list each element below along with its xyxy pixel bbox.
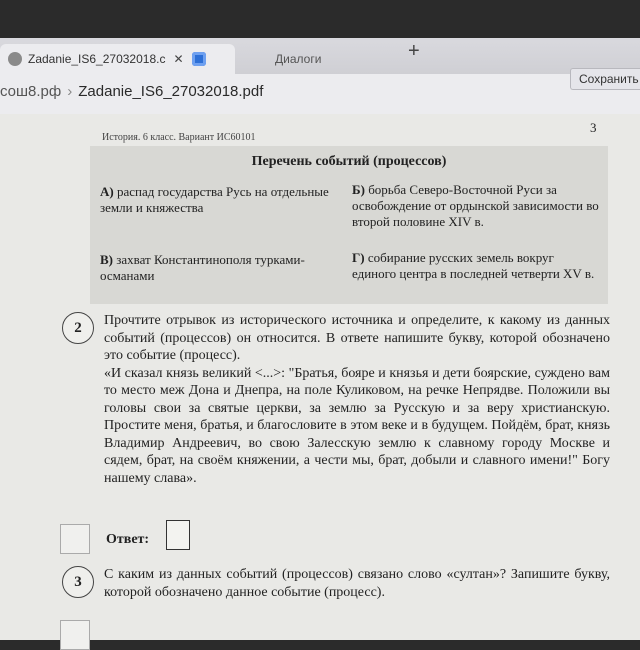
tab-label: Zadanie_IS6_27032018.c (28, 52, 166, 66)
pdf-page (0, 114, 640, 640)
question-2-instruction: Прочтите отрывок из исторического источника и определите, к какому из данных событий (процессов) он относится. В ответе напишите букву, которой обозначено это событие (процесс). (104, 313, 610, 363)
save-button[interactable]: Сохранить (570, 68, 640, 90)
event-text: борьба Северо-Восточной Руси за освобождение от ордынской зависимости во второй половине XIV в. (352, 182, 599, 229)
event-text: собирание русских земель вокруг единого центра в последней четверти XV в. (352, 250, 595, 281)
event-v (100, 252, 340, 284)
question-2-quote: «И сказал князь великий <...>: "Братья, бояре и князья и дети боярские, суждено вам то место меж Дона и Днепра, на поле Куликовом, на речке Непрядве. Положили вы головы свои за святые церкви, за землю за Русскую и за веру христианскую. Простите меня, братья, и благословите в этом веке и в будущем. Пойдём, брат, князь Владимир Андреевич, во свою Залесскую землю к славному городу Москве и сядем, брат, на своём княжении, а чести мы, брат, добыли и славного имени!" Богу нашему слава». (104, 365, 610, 486)
event-key: В) (100, 252, 113, 267)
question-2-text (104, 312, 610, 487)
new-tab-button[interactable]: + (408, 40, 420, 62)
events-title: Перечень событий (процессов) (251, 154, 447, 169)
answer-label: Ответ: (106, 532, 150, 547)
tab-dialogs[interactable] (245, 44, 395, 74)
url-host: сош8.рф (0, 83, 62, 100)
event-a (100, 184, 330, 216)
question-3-text: С каким из данных событий (процессов) связано слово «султан»? Запишите букву, которой обозначено данное событие (процесс). (104, 567, 610, 600)
url-text (0, 83, 263, 100)
score-box (60, 620, 90, 650)
page-subheader: История. 6 класс. Вариант ИС60101 (102, 132, 256, 143)
event-key: Б) (352, 182, 365, 197)
globe-icon (8, 52, 22, 66)
event-g (352, 250, 600, 282)
address-bar[interactable] (0, 74, 640, 115)
event-key: А) (100, 184, 114, 199)
events-list-box (90, 146, 608, 304)
url-file: Zadanie_IS6_27032018.pdf (78, 83, 264, 100)
event-text: распад государства Русь на отдельные земли и княжества (100, 184, 329, 215)
event-text: захват Константинополя турками-османами (100, 252, 305, 283)
answer-input[interactable] (166, 520, 190, 550)
tab-strip (0, 38, 640, 74)
close-icon[interactable]: ✕ (173, 52, 184, 66)
question-2-number: 2 (62, 312, 94, 344)
tab-pdf[interactable] (0, 44, 235, 74)
url-separator-icon: › (67, 83, 73, 100)
page-number: 3 (590, 120, 597, 135)
event-b (352, 182, 602, 230)
event-key: Г) (352, 250, 365, 265)
question-3-number: 3 (62, 566, 94, 598)
tab-label: Диалоги (275, 52, 322, 66)
score-box (60, 524, 90, 554)
app-icon (192, 52, 206, 66)
